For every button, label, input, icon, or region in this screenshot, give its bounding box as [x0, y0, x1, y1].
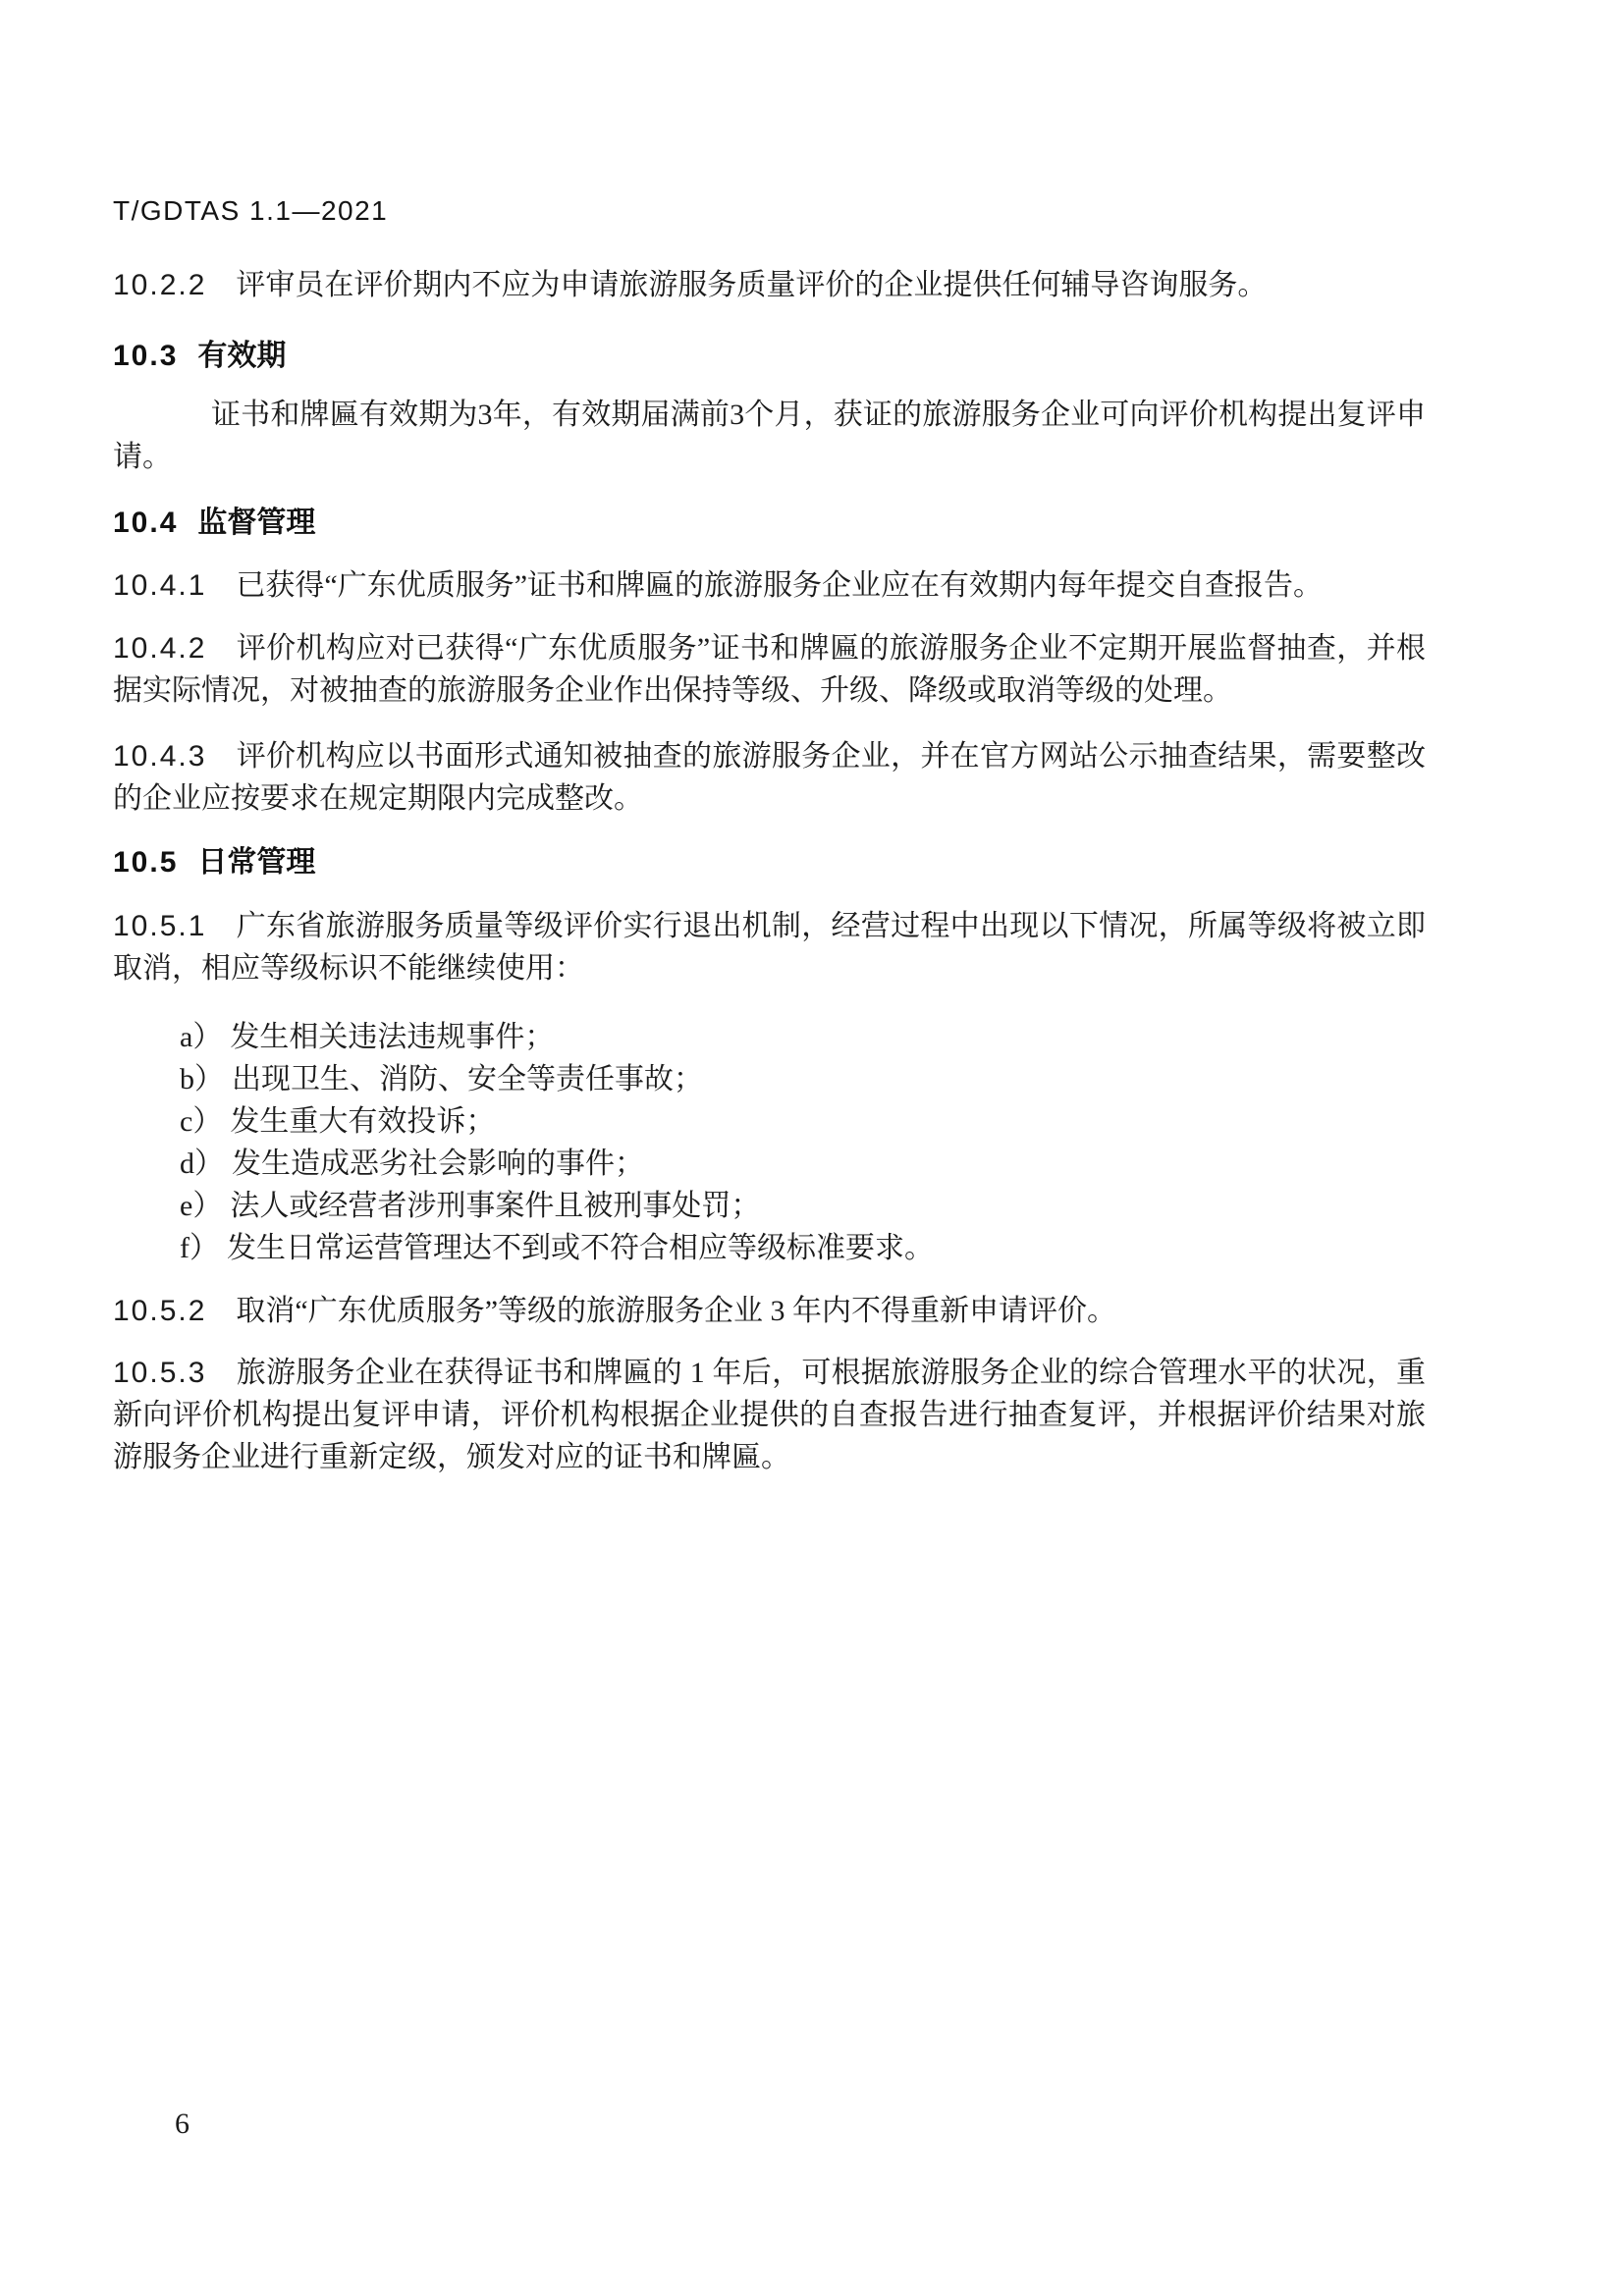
heading-number: 10.4 — [113, 507, 179, 539]
page-number: 6 — [175, 2108, 189, 2140]
exit-conditions-list — [113, 1016, 1426, 1269]
para-10-3 — [113, 394, 1426, 478]
list-marker: a） — [180, 1021, 223, 1053]
clause-number: 10.4.1 — [113, 569, 207, 602]
clause-10-5-2 — [113, 1290, 1426, 1332]
heading-title: 监督管理 — [197, 507, 316, 539]
clause-10-5-3 — [113, 1352, 1426, 1478]
clause-number: 10.4.2 — [113, 632, 207, 665]
list-item-text: 发生相关违法违规事件； — [230, 1021, 555, 1053]
list-marker: c） — [180, 1105, 223, 1138]
clause-text: 已获得“广东优质服务”证书和牌匾的旅游服务企业应在有效期内每年提交自查报告。 — [236, 569, 1324, 602]
list-item-f — [180, 1227, 1426, 1269]
clause-number: 10.4.3 — [113, 740, 207, 773]
clause-text: 评价机构应对已获得“广东优质服务”证书和牌匾的旅游服务企业不定期开展监督抽查，并根据实际情况，对被抽查的旅游服务企业作出保持等级、升级、降级或取消等级的处理。 — [113, 632, 1426, 707]
heading-number: 10.5 — [113, 846, 179, 879]
clause-text: 广东省旅游服务质量等级评价实行退出机制，经营过程中出现以下情况，所属等级将被立即取消，相应等级标识不能继续使用： — [113, 910, 1426, 985]
clause-number: 10.5.2 — [113, 1295, 207, 1327]
list-item-text: 发生造成恶劣社会影响的事件； — [232, 1148, 644, 1180]
clause-10-4-2 — [113, 627, 1426, 712]
list-item-text: 发生日常运营管理达不到或不符合相应等级标准要求。 — [227, 1232, 934, 1264]
list-item-text: 法人或经营者涉刑事案件且被刑事处罚； — [230, 1190, 761, 1222]
clause-text: 评价机构应以书面形式通知被抽查的旅游服务企业，并在官方网站公示抽查结果，需要整改的企业应按要求在规定期限内完成整改。 — [113, 740, 1426, 815]
heading-10-3 — [113, 335, 1426, 377]
paragraph-text: 证书和牌匾有效期为3年，有效期届满前3个月，获证的旅游服务企业可向评价机构提出复评申请。 — [113, 399, 1426, 473]
clause-10-2-2 — [113, 264, 1426, 306]
heading-title: 有效期 — [197, 340, 287, 372]
list-marker: e） — [180, 1190, 223, 1222]
heading-10-5 — [113, 841, 1426, 883]
clause-text: 旅游服务企业在获得证书和牌匾的 1 年后，可根据旅游服务企业的综合管理水平的状况，重新向评价机构提出复评申请，评价机构根据企业提供的自查报告进行抽查复评，并根据评价结果对旅游服务企业进行重新定级，颁发对应的证书和牌匾。 — [113, 1357, 1426, 1473]
list-item-c — [180, 1100, 1426, 1143]
clause-number: 10.5.3 — [113, 1357, 207, 1389]
list-marker: d） — [180, 1148, 224, 1180]
list-item-text: 出现卫生、消防、安全等责任事故； — [232, 1063, 703, 1095]
heading-10-4 — [113, 502, 1426, 544]
clause-10-4-1 — [113, 564, 1426, 607]
list-item-text: 发生重大有效投诉； — [230, 1105, 496, 1138]
page-content — [113, 194, 1426, 1478]
clause-text: 取消“广东优质服务”等级的旅游服务企业 3 年内不得重新申请评价。 — [236, 1295, 1117, 1327]
list-item-e — [180, 1185, 1426, 1227]
clause-10-5-1 — [113, 905, 1426, 989]
heading-number: 10.3 — [113, 340, 179, 372]
clause-text: 评审员在评价期内不应为申请旅游服务质量评价的企业提供任何辅导咨询服务。 — [236, 269, 1268, 301]
clause-number: 10.2.2 — [113, 269, 207, 301]
list-marker: f） — [180, 1232, 219, 1264]
doc-code-header: T/GDTAS 1.1—2021 — [113, 195, 389, 226]
list-item-a — [180, 1016, 1426, 1058]
list-item-b — [180, 1058, 1426, 1100]
clause-number: 10.5.1 — [113, 910, 207, 942]
list-marker: b） — [180, 1063, 224, 1095]
heading-title: 日常管理 — [197, 846, 316, 879]
clause-10-4-3 — [113, 735, 1426, 820]
list-item-d — [180, 1143, 1426, 1185]
